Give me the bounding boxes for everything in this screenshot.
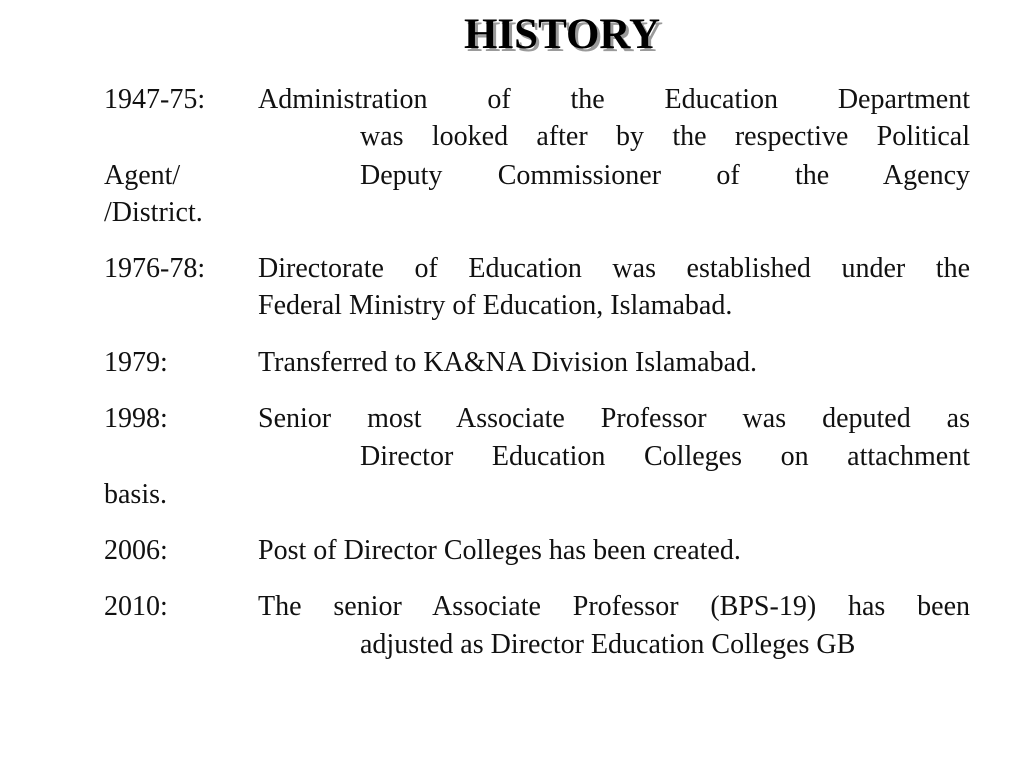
entry-year: 1947-75: (104, 84, 206, 115)
entry-year: 1998: (104, 403, 168, 434)
entry-text-line: Director Education Colleges on attachment (360, 441, 970, 472)
entry-text-line: Post of Director Colleges has been created. (258, 535, 741, 566)
entry-year: 2010: (104, 591, 168, 622)
entry-year: 2006: (104, 535, 168, 566)
entry-text-line: was looked after by the respective Political (360, 121, 970, 152)
entry-text-overflow: basis. (104, 479, 167, 510)
entry-year: 1976-78: (104, 253, 206, 284)
entry-text-line: adjusted as Director Education Colleges GB (360, 629, 856, 660)
entry-text-overflow: /District. (104, 197, 203, 228)
entry-text-line: Directorate of Education was established under the (258, 253, 970, 284)
slide-title: HISTORY (463, 11, 661, 58)
entry-text-line: Senior most Associate Professor was deputed as (258, 403, 970, 434)
entry-text-line: Administration of the Education Department (258, 84, 970, 115)
entry-text-overflow: Agent/ (104, 160, 181, 191)
entry-text-line: Deputy Commissioner of the Agency (360, 160, 970, 191)
entry-text-line: The senior Associate Professor (BPS-19) has been (258, 591, 970, 622)
entry-text-line: Transferred to KA&NA Division Islamabad. (258, 347, 758, 378)
entry-text-line: Federal Ministry of Education, Islamabad. (258, 290, 733, 321)
entry-year: 1979: (104, 347, 168, 378)
